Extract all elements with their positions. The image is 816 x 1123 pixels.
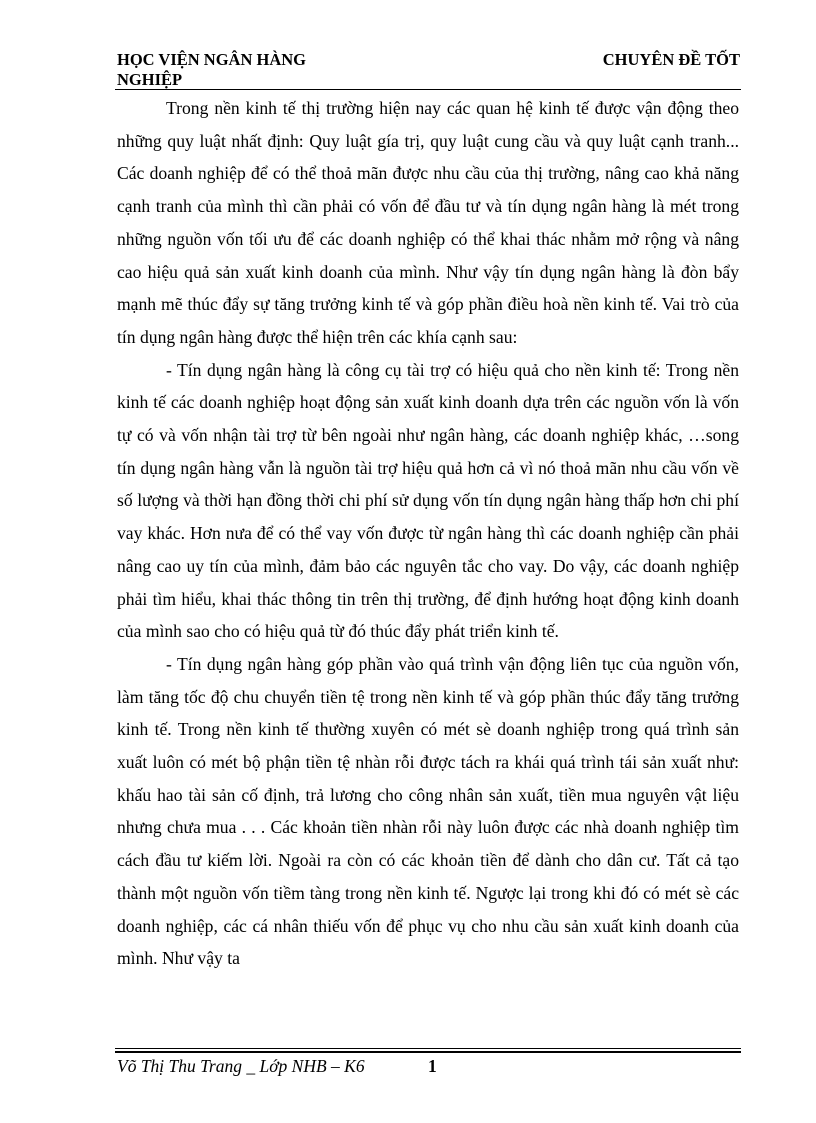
paragraph: - Tín dụng ngân hàng là công cụ tài trợ có hiệu quả cho nền kinh tế: Trong nền kinh tế các doanh nghiệp hoạt động sản xuất kinh doanh dựa trên các nguồn vốn là vốn tự có và vốn nhận tài trợ từ bên ngoài như ngân hàng, các doanh nghiệp khác, …song tín dụng ngân hàng vẫn là nguồn tài trợ hiệu quả hơn cả vì nó thoả mãn nhu cầu vốn về số lượng và thời hạn đồng thời chi phí sử dụng vốn tín dụng ngân hàng thấp hơn chi phí vay khác. Hơn nưa để có thể vay vốn được từ ngân hàng thì các doanh nghiệp cần phải nâng cao uy tín của mình, đảm bảo các nguyên tắc cho vay. Do vậy, các doanh nghiệp phải tìm hiểu, khai thác thông tin trên thị trường, để định hướng hoạt động kinh doanh của mình sao cho có hiệu quả từ đó thúc đẩy phát triển kinh tế. <box>117 359 739 642</box>
document-body <box>117 92 739 975</box>
footer-rule <box>115 1048 741 1049</box>
page-number: 1 <box>428 1056 437 1076</box>
paragraph: - Tín dụng ngân hàng góp phần vào quá trình vận động liên tục của nguồn vốn, làm tăng tốc độ chu chuyển tiền tệ trong nền kinh tế và góp phần thúc đẩy tăng trưởng kinh tế. Trong nền kinh tế thường xuyên có mét sè doanh nghiệp trong quá trình sản xuất luôn có mét bộ phận tiền tệ nhàn rỗi được tách ra khái quá trình tái sản xuất như: khấu hao tài sản cố định, trả lương cho công nhân sản xuất, tiền mua nguyên vật liệu nhưng chưa mua . . . Các khoản tiền nhàn rỗi này luôn được các nhà doanh nghiệp tìm cách đầu tư kiếm lời. Ngoài ra còn có các khoản tiền để dành cho dân cư. Tất cả tạo thành một nguồn vốn tiềm tàng trong nền kinh tế. Ngược lại trong khi đó có mét sè các doanh nghiệp, các cá nhân thiếu vốn để phục vụ cho nhu cầu sản xuất kinh doanh của mình. Như vậy ta <box>117 653 739 969</box>
footer-author: Võ Thị Thu Trang _ Lớp NHB – K6 <box>117 1056 365 1076</box>
header-institution: HỌC VIỆN NGÂN HÀNG <box>117 50 307 69</box>
footer-rule-thick <box>115 1051 741 1053</box>
header-rule <box>115 89 741 90</box>
header-doc-type-continued: NGHIỆP <box>117 70 183 89</box>
page-footer <box>117 1054 437 1078</box>
header-doc-type: CHUYÊN ĐỀ TỐT <box>602 50 740 69</box>
paragraph: Trong nền kinh tế thị trường hiện nay các quan hệ kinh tế được vận động theo những quy luật nhất định: Quy luật gía trị, quy luật cung cầu và quy luật cạnh tranh... Các doanh nghiệp để có thể thoả mãn được nhu cầu của thị trường, nâng cao khả năng cạnh tranh của mình thì cần phải có vốn để đầu tư và tín dụng ngân hàng là mét trong những nguồn vốn tối ưu để các doanh nghiệp có thể khai thác nhằm mở rộng và nâng cao hiệu quả sản xuất kinh doanh của mình. Như vậy tín dụng ngân hàng là đòn bẩy mạnh mẽ thúc đẩy sự tăng trưởng kinh tế và góp phần điều hoà nền kinh tế. Vai trò của tín dụng ngân hàng được thể hiện trên các khía cạnh sau: <box>117 98 739 347</box>
